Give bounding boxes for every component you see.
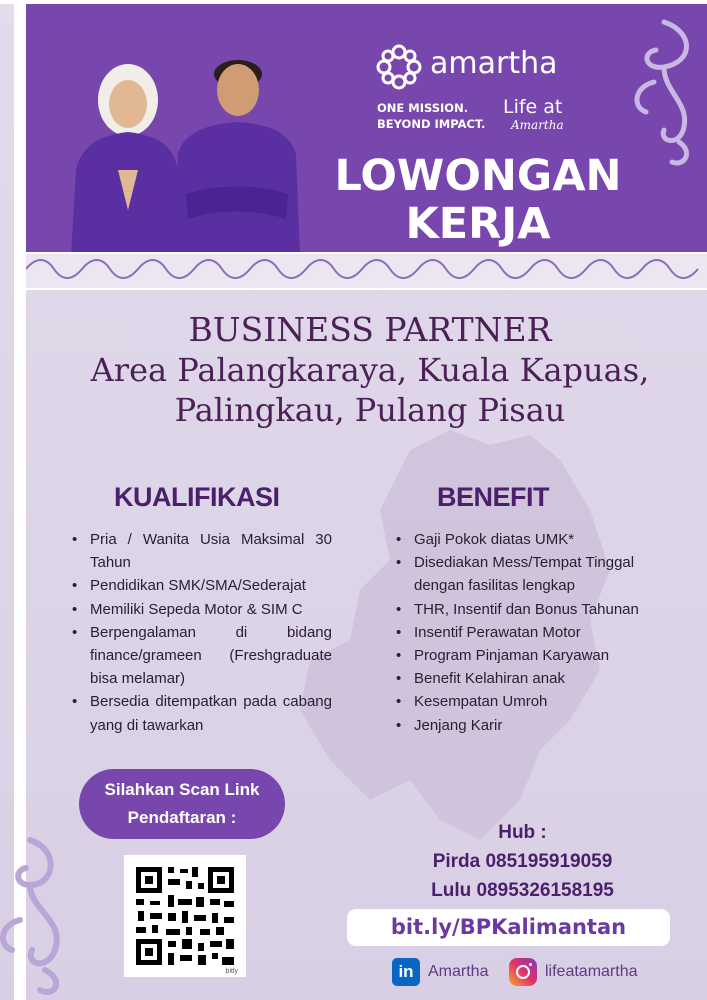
qr-code[interactable] — [124, 855, 246, 977]
instagram-label: lifeatamartha — [545, 963, 638, 980]
tagline-line1: ONE MISSION. — [377, 101, 469, 115]
tagline-line2: BEYOND IMPACT. — [377, 117, 486, 131]
job-role: BUSINESS PARTNER — [188, 310, 552, 349]
ornament-pattern-icon — [26, 254, 707, 284]
ornament-band — [26, 252, 707, 290]
life-at-brand: Amartha — [511, 118, 564, 132]
registration-link[interactable]: bit.ly/BPKalimantan — [347, 909, 670, 946]
brand-tagline — [377, 100, 485, 132]
hero-title-line2: KERJA — [405, 199, 551, 249]
linkedin-icon: in — [392, 958, 420, 986]
position-block — [40, 310, 700, 430]
job-area-line2: Palingkau, Pulang Pisau — [174, 391, 566, 429]
hero-title-line1: LOWONGAN — [334, 151, 622, 201]
ornament-icon — [0, 830, 90, 1000]
list-item: • Benefit Kelahiran anak — [394, 667, 664, 690]
contact-block — [420, 818, 625, 905]
amartha-logo-icon — [376, 44, 422, 90]
scan-line1: Silahkan Scan Link — [104, 780, 260, 799]
list-item: • Insentif Perawatan Motor — [394, 621, 664, 644]
contact-person1: Pirda 085195919059 — [432, 851, 613, 872]
man-photo — [166, 44, 306, 256]
hero-title — [318, 152, 638, 248]
list-item: • Disediakan Mess/Tempat Tinggal dengan fasilitas lengkap — [394, 551, 664, 597]
list-item: • Pria / Wanita Usia Maksimal 30 Tahun — [70, 528, 332, 574]
linkedin-link[interactable] — [392, 958, 488, 986]
logo-wordmark: amartha — [430, 46, 558, 81]
list-item: • Memiliki Sepeda Motor & SIM C — [70, 598, 332, 621]
scan-line2: Pendaftaran : — [127, 808, 237, 827]
ornament-icon — [624, 12, 704, 172]
contact-person2: Lulu 0895326158195 — [431, 880, 614, 901]
qualifications-title: KUALIFIKASI — [114, 482, 280, 512]
benefits-list — [394, 528, 664, 737]
contact-title: Hub : — [498, 822, 547, 843]
instagram-icon — [509, 958, 537, 986]
scan-link-pill — [79, 769, 285, 839]
amartha-logo — [376, 44, 566, 90]
list-item: • Jenjang Karir — [394, 714, 664, 737]
list-item: • Pendidikan SMK/SMA/Sederajat — [70, 574, 332, 597]
linkedin-label: Amartha — [428, 963, 489, 980]
list-item: • Kesempatan Umroh — [394, 690, 664, 713]
list-item: • Gaji Pokok diatas UMK* — [394, 528, 664, 551]
list-item: • Berpengalaman di bidang finance/grameen (Freshgraduate bisa melamar) — [70, 621, 332, 691]
instagram-link[interactable] — [509, 958, 638, 986]
list-item: • Program Pinjaman Karyawan — [394, 644, 664, 667]
list-item: • THR, Insentif dan Bonus Tahunan — [394, 598, 664, 621]
job-area-line1: Area Palangkaraya, Kuala Kapuas, — [90, 351, 650, 389]
life-at-label: Life at — [503, 96, 563, 118]
qr-code-icon — [124, 855, 246, 977]
qualifications-list — [70, 528, 332, 737]
header-banner — [26, 4, 707, 252]
benefits-title: BENEFIT — [437, 482, 550, 512]
qr-caption: bitly — [225, 968, 238, 975]
list-item: • Bersedia ditempatkan pada cabang yang di tawarkan — [70, 690, 332, 736]
life-at-amartha — [503, 98, 564, 134]
